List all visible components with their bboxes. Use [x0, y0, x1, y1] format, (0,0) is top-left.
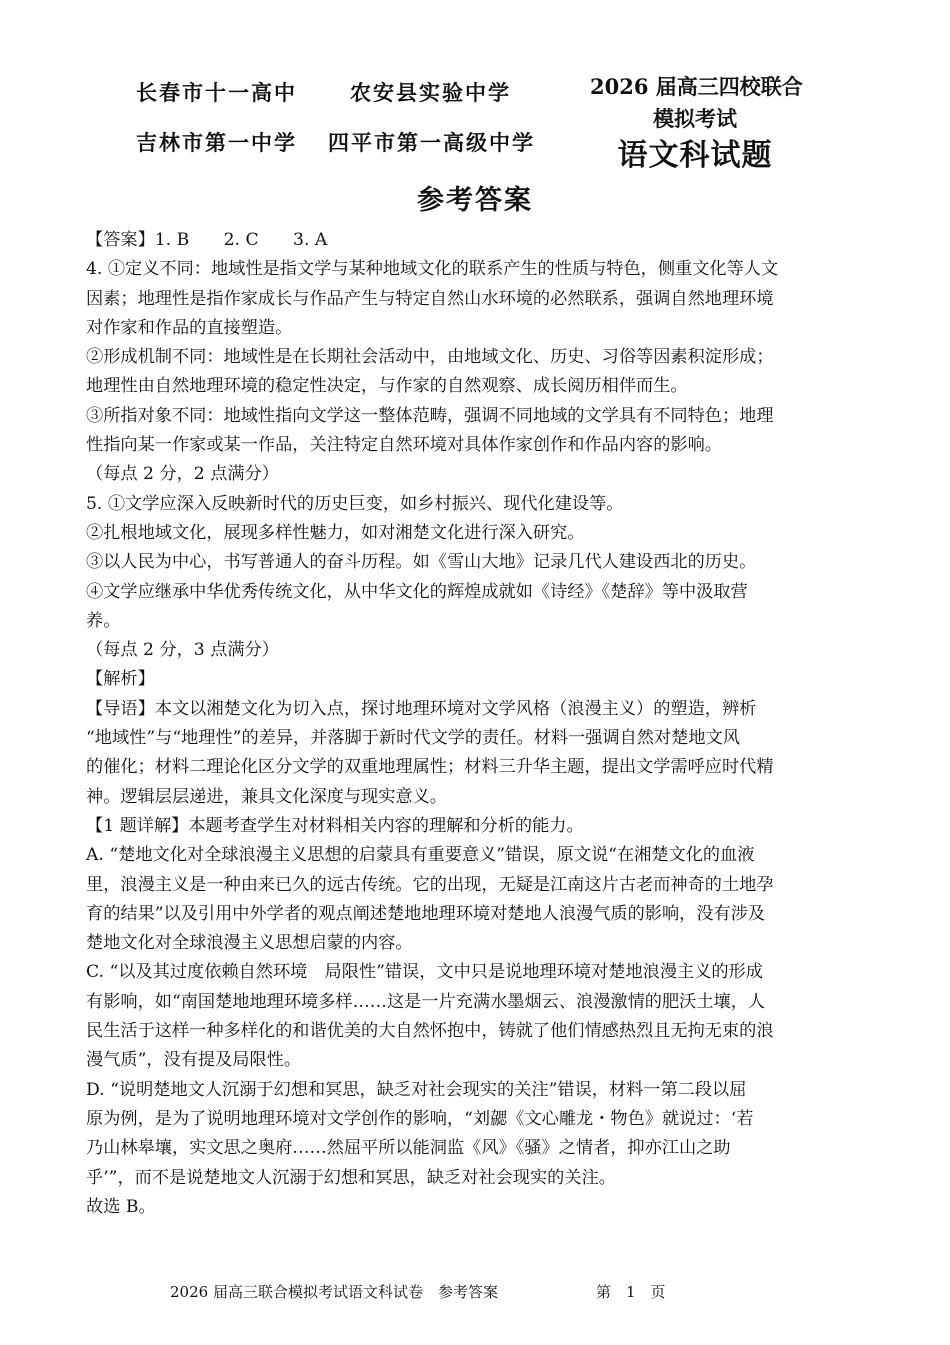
- body-line: 性指向某一作家或某一作品，关注特定自然环境对具体作家创作和作品内容的影响。: [86, 435, 722, 456]
- body-line: 因素；地理性是指作家成长与作品产生与特定自然山水环境的必然联系，强调自然地理环境: [86, 288, 774, 309]
- body-line: 民生活于这样一种多样化的和谐优美的大自然怀抱中，铸就了他们情感热烈且无拘无束的浪: [86, 1021, 774, 1042]
- body-line: 养。: [86, 610, 121, 631]
- page-number: 第 1 页: [596, 1283, 666, 1301]
- body-line: 乃山林皋壤，实文思之奥府……然屈平所以能洞监《风》《骚》之情者，抑亦江山之助: [86, 1138, 731, 1159]
- school-name-siping: 四平市第一高级中学: [328, 130, 535, 155]
- body-line: 地理性由自然地理环境的稳定性决定，与作家的自然观察、成长阅历相伴而生。: [86, 376, 688, 397]
- body-line: 里，浪漫主义是一种由来已久的远古传统。它的出现，无疑是江南这片古老而神奇的土地孕: [86, 874, 774, 895]
- body-line: 育的结果”以及引用中外学者的观点阐述楚地地理环境对楚地人浪漫气质的影响，没有涉及: [86, 903, 766, 924]
- body-line: （每点 2 分，3 点满分）: [86, 640, 279, 661]
- exam-subject-title: 语文科试题: [617, 138, 773, 173]
- answer-key-title: 参考答案: [417, 185, 533, 216]
- body-line: ④文学应继承中华优秀传统文化，从中华文化的辉煌成就如《诗经》《楚辞》等中汲取营: [86, 581, 748, 602]
- exam-title-line-1: 2026 届高三四校联合: [590, 74, 803, 99]
- answer-body: [86, 226, 876, 1222]
- body-line: 【解析】: [86, 669, 155, 690]
- exam-title-line-2: 模拟考试: [653, 106, 737, 131]
- body-line: 漫气质”，没有提及局限性。: [86, 1050, 302, 1071]
- body-line: 乎’”，而不是说楚地文人沉溺于幻想和冥思，缺乏对社会现实的关注。: [86, 1167, 616, 1188]
- body-line: 故选 B。: [86, 1196, 156, 1217]
- body-line: ②形成机制不同：地域性是在长期社会活动中，由地域文化、历史、习俗等因素积淀形成；: [86, 347, 774, 368]
- body-line: A. “楚地文化对全球浪漫主义思想的启蒙具有重要意义”错误，原文说“在湘楚文化的血液: [86, 845, 755, 866]
- body-line: 的催化；材料二理论化区分文学的双重地理属性；材料三升华主题，提出文学需呼应时代精: [86, 757, 774, 778]
- school-name-changchun: 长春市十一高中: [136, 80, 297, 105]
- body-line: 【1 题详解】本题考查学生对材料相关内容的理解和分析的能力。: [86, 815, 584, 836]
- body-line: D. “说明楚地文人沉溺于幻想和冥思，缺乏对社会现实的关注”错误，材料一第二段以屈: [86, 1079, 747, 1100]
- body-line: 有影响，如“南国楚地地理环境多样……这是一片充满水墨烟云、浪漫激情的肥沃土壤，人: [86, 991, 766, 1012]
- body-line: 神。逻辑层层递进，兼具文化深度与现实意义。: [86, 786, 447, 807]
- body-line: 【导语】本文以湘楚文化为切入点，探讨地理环境对文学风格（浪漫主义）的塑造，辨析: [86, 698, 757, 719]
- school-name-nongan: 农安县实验中学: [350, 80, 511, 105]
- footer-text: 2026 届高三联合模拟考试语文科试卷 参考答案: [170, 1283, 498, 1301]
- body-line: 5. ①文学应深入反映新时代的历史巨变，如乡村振兴、现代化建设等。: [86, 493, 624, 514]
- body-line: 原为例，是为了说明地理环境对文学创作的影响，“刘勰《文心雕龙・物色》就说过：‘若: [86, 1108, 754, 1129]
- body-line: C. “以及其过度依赖自然环境 局限性”错误，文中只是说地理环境对楚地浪漫主义的形成: [86, 962, 763, 983]
- body-line: 4. ①定义不同：地域性是指文学与某种地域文化的联系产生的性质与特色，侧重文化等人文: [86, 259, 779, 280]
- body-line: “地域性”与“地理性”的差异，并落脚于新时代文学的责任。材料一强调自然对楚地文风: [86, 728, 740, 749]
- body-line: 【答案】1. B 2. C 3. A: [86, 230, 328, 250]
- body-line: 楚地文化对全球浪漫主义思想启蒙的内容。: [86, 933, 413, 954]
- body-line: （每点 2 分，2 点满分）: [86, 464, 279, 485]
- body-line: ③所指对象不同：地域性指向文学这一整体范畴，强调不同地域的文学具有不同特色；地理: [86, 405, 774, 426]
- body-line: ②扎根地域文化，展现多样性魅力，如对湘楚文化进行深入研究。: [86, 522, 585, 543]
- body-line: 对作家和作品的直接塑造。: [86, 317, 293, 338]
- body-line: ③以人民为中心，书写普通人的奋斗历程。如《雪山大地》记录几代人建设西北的历史。: [86, 552, 757, 573]
- school-name-jilin: 吉林市第一中学: [136, 130, 297, 155]
